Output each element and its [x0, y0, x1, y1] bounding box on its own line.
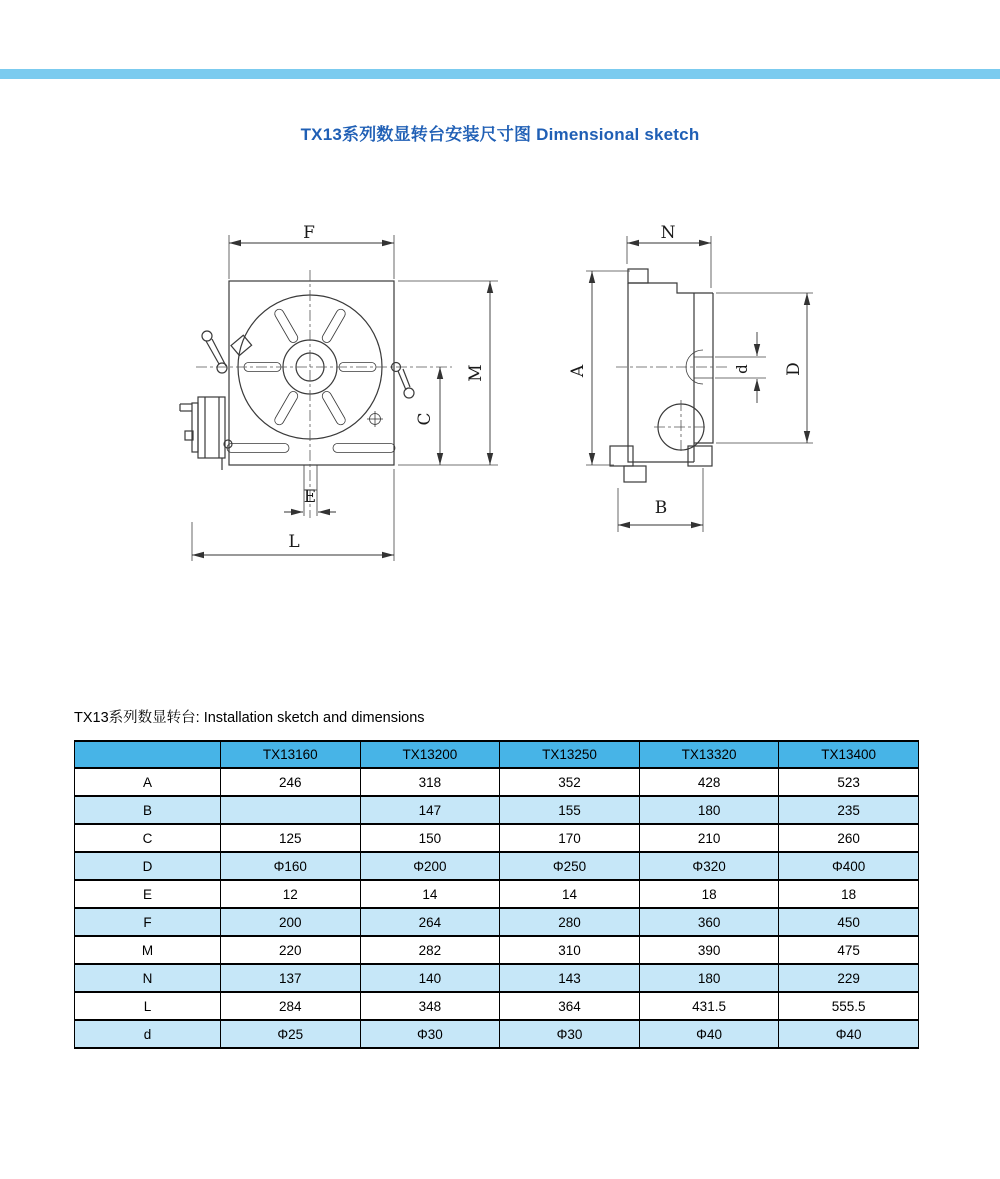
table-cell: 200 — [221, 908, 361, 936]
table-cell: 264 — [360, 908, 500, 936]
table-cell: 229 — [779, 964, 919, 992]
corner-cell — [75, 741, 221, 768]
table-cell: 318 — [360, 768, 500, 796]
table-cell: 14 — [360, 880, 500, 908]
dim-label-e: E — [303, 487, 317, 507]
base-slots — [227, 444, 395, 453]
table-cell: 140 — [360, 964, 500, 992]
table-cell: Φ30 — [500, 1020, 640, 1048]
table-cell: 390 — [639, 936, 779, 964]
table-cell: 210 — [639, 824, 779, 852]
table-cell: 220 — [221, 936, 361, 964]
bolt-icon — [367, 411, 383, 427]
dim-label-d-big: D — [784, 362, 804, 376]
table-cell: 280 — [500, 908, 640, 936]
table-cell: Φ160 — [221, 852, 361, 880]
clamp-block-top — [628, 269, 648, 283]
dim-label-n: N — [660, 223, 676, 243]
dim-label-a: A — [568, 364, 588, 378]
row-label: M — [75, 936, 221, 964]
table-cell: 246 — [221, 768, 361, 796]
mounting-feet — [610, 446, 712, 482]
table-row — [75, 908, 919, 936]
table-cell: 180 — [639, 964, 779, 992]
table-cell: 12 — [221, 880, 361, 908]
handwheel — [180, 397, 232, 470]
table-cell: 170 — [500, 824, 640, 852]
table-cell: 180 — [639, 796, 779, 824]
table-cell: 282 — [360, 936, 500, 964]
table-cell: Φ320 — [639, 852, 779, 880]
table-caption: TX13系列数显转台: Installation sketch and dimensions — [74, 710, 425, 726]
row-label: D — [75, 852, 221, 880]
table-cell: 352 — [500, 768, 640, 796]
dim-label-f: F — [303, 223, 315, 243]
column-header: TX13320 — [639, 741, 779, 768]
table-cell — [221, 796, 361, 824]
dimensions-table-body — [75, 768, 919, 1048]
table-row — [75, 852, 919, 880]
table-row — [75, 964, 919, 992]
table-cell: 155 — [500, 796, 640, 824]
table-cell: 475 — [779, 936, 919, 964]
table-cell: 137 — [221, 964, 361, 992]
table-cell: 450 — [779, 908, 919, 936]
table-cell: 348 — [360, 992, 500, 1020]
dim-label-m: M — [466, 364, 486, 382]
table-cell: 18 — [779, 880, 919, 908]
table-row — [75, 796, 919, 824]
dimensions-table — [74, 740, 919, 1049]
table-cell: 147 — [360, 796, 500, 824]
table-row — [75, 880, 919, 908]
table-row — [75, 936, 919, 964]
table-cell: 360 — [639, 908, 779, 936]
table-cell: 431.5 — [639, 992, 779, 1020]
table-cell: 428 — [639, 768, 779, 796]
dim-label-c: C — [415, 412, 435, 426]
row-label: d — [75, 1020, 221, 1048]
row-label: C — [75, 824, 221, 852]
table-cell: 310 — [500, 936, 640, 964]
dimensions-table-head-row — [75, 741, 919, 768]
table-cell: Φ250 — [500, 852, 640, 880]
dim-label-b: B — [654, 498, 668, 518]
row-label: F — [75, 908, 221, 936]
table-cell: 150 — [360, 824, 500, 852]
table-cell: Φ30 — [360, 1020, 500, 1048]
row-label: A — [75, 768, 221, 796]
column-header: TX13400 — [779, 741, 919, 768]
table-cell: 18 — [639, 880, 779, 908]
column-header: TX13160 — [221, 741, 361, 768]
table-cell: Φ200 — [360, 852, 500, 880]
table-cell: 260 — [779, 824, 919, 852]
dim-label-d-small: d — [733, 364, 751, 374]
front-body — [229, 281, 394, 465]
table-cell: 14 — [500, 880, 640, 908]
table-row — [75, 768, 919, 796]
dim-label-l: L — [288, 532, 300, 552]
side-body — [628, 283, 713, 462]
front-view-drawing — [180, 223, 498, 561]
table-row — [75, 992, 919, 1020]
column-header: TX13200 — [360, 741, 500, 768]
table-row — [75, 824, 919, 852]
table-cell: Φ40 — [779, 1020, 919, 1048]
table-cell: 555.5 — [779, 992, 919, 1020]
row-label: E — [75, 880, 221, 908]
clamp-lever-right — [392, 363, 415, 399]
table-cell: Φ40 — [639, 1020, 779, 1048]
row-label: L — [75, 992, 221, 1020]
page-title: TX13系列数显转台安装尺寸图 Dimensional sketch — [300, 125, 700, 144]
table-cell: 143 — [500, 964, 640, 992]
table-cell: 125 — [221, 824, 361, 852]
row-label: N — [75, 964, 221, 992]
column-header: TX13250 — [500, 741, 640, 768]
table-cell: Φ400 — [779, 852, 919, 880]
table-cell: Φ25 — [221, 1020, 361, 1048]
row-label: B — [75, 796, 221, 824]
table-cell: 235 — [779, 796, 919, 824]
table-cell: 284 — [221, 992, 361, 1020]
table-cell: 523 — [779, 768, 919, 796]
side-view-drawing — [568, 223, 813, 532]
table-row — [75, 1020, 919, 1048]
table-cell: 364 — [500, 992, 640, 1020]
